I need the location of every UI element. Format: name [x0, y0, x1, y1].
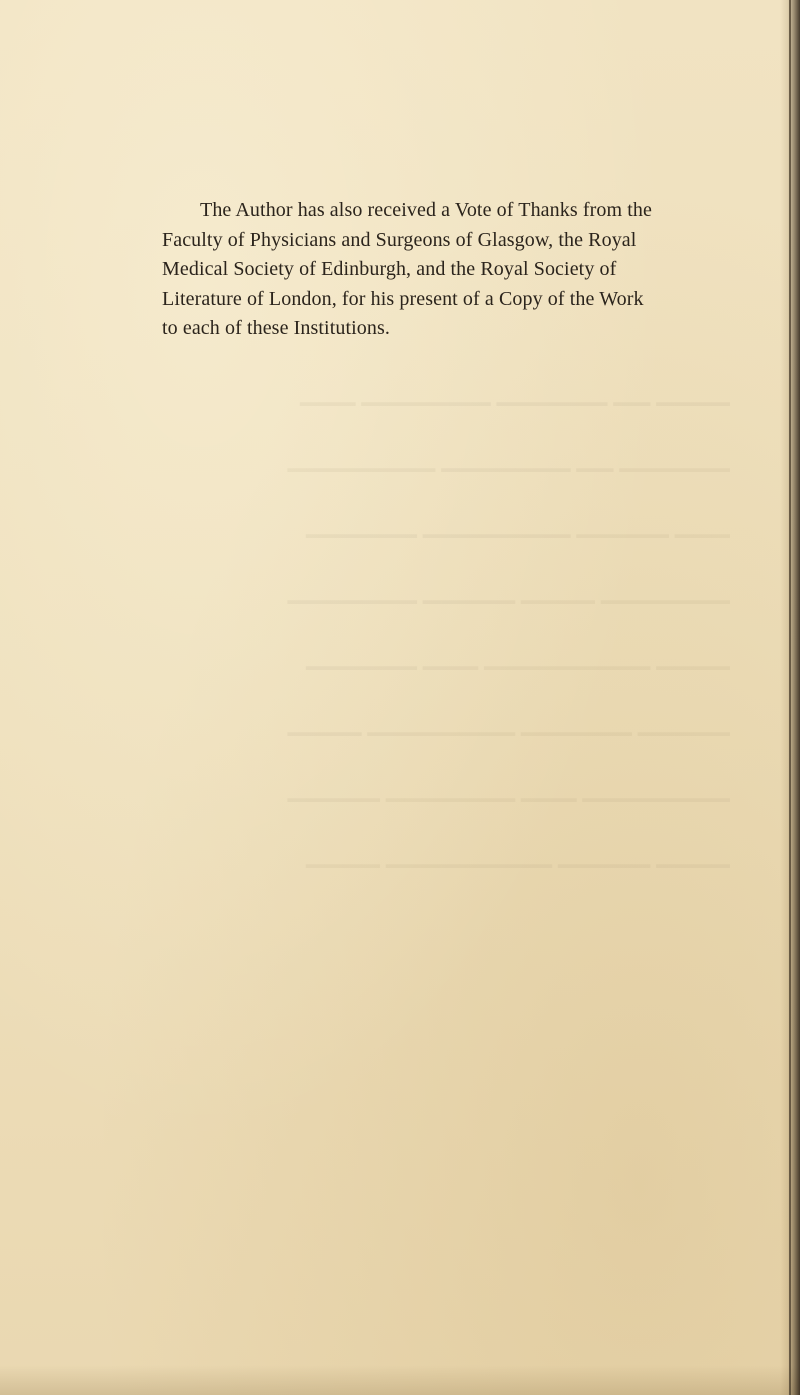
paragraph-line: to each of these Institutions.: [162, 317, 390, 339]
page-bottom-edge: [0, 1365, 800, 1395]
binding-edge-line: [789, 0, 791, 1395]
reverse-side-bleed-through: ▁▁▁▁ ▁▁ ▁▁▁▁▁▁ ▁▁▁▁▁▁▁ ▁▁▁ ▁▁▁▁▁▁ ▁▁ ▁▁▁▁▁▁▁ ▁▁▁▁▁▁▁▁ ▁▁▁ ▁▁▁▁▁ ▁▁▁▁▁▁▁▁ ▁▁▁▁▁▁ ▁▁▁▁▁▁▁ ▁▁▁▁ ▁▁▁▁▁ ▁▁▁▁▁▁▁ ▁▁▁▁ ▁▁▁▁▁▁▁▁▁ ▁▁▁ ▁▁▁▁▁▁ ▁▁▁▁▁ ▁▁▁▁▁▁ ▁▁▁▁▁▁▁▁ ▁▁▁▁ ▁▁▁▁▁▁▁▁ ▁▁▁ ▁▁▁▁▁▁▁ ▁▁▁▁▁ ▁▁▁▁ ▁▁▁▁▁ ▁▁▁▁▁▁▁▁▁ ▁▁▁▁: [287, 380, 730, 868]
paragraph-line: Literature of London, for his present of a Copy of the Work: [162, 287, 644, 310]
acknowledgement-paragraph: [162, 196, 742, 344]
paragraph-line: Faculty of Physicians and Surgeons of Glasgow, the Royal: [162, 228, 637, 251]
paragraph-line: The Author has also received a Vote of Thanks from the: [200, 199, 652, 221]
paragraph-line: Medical Society of Edinburgh, and the Royal Society of: [162, 258, 617, 280]
